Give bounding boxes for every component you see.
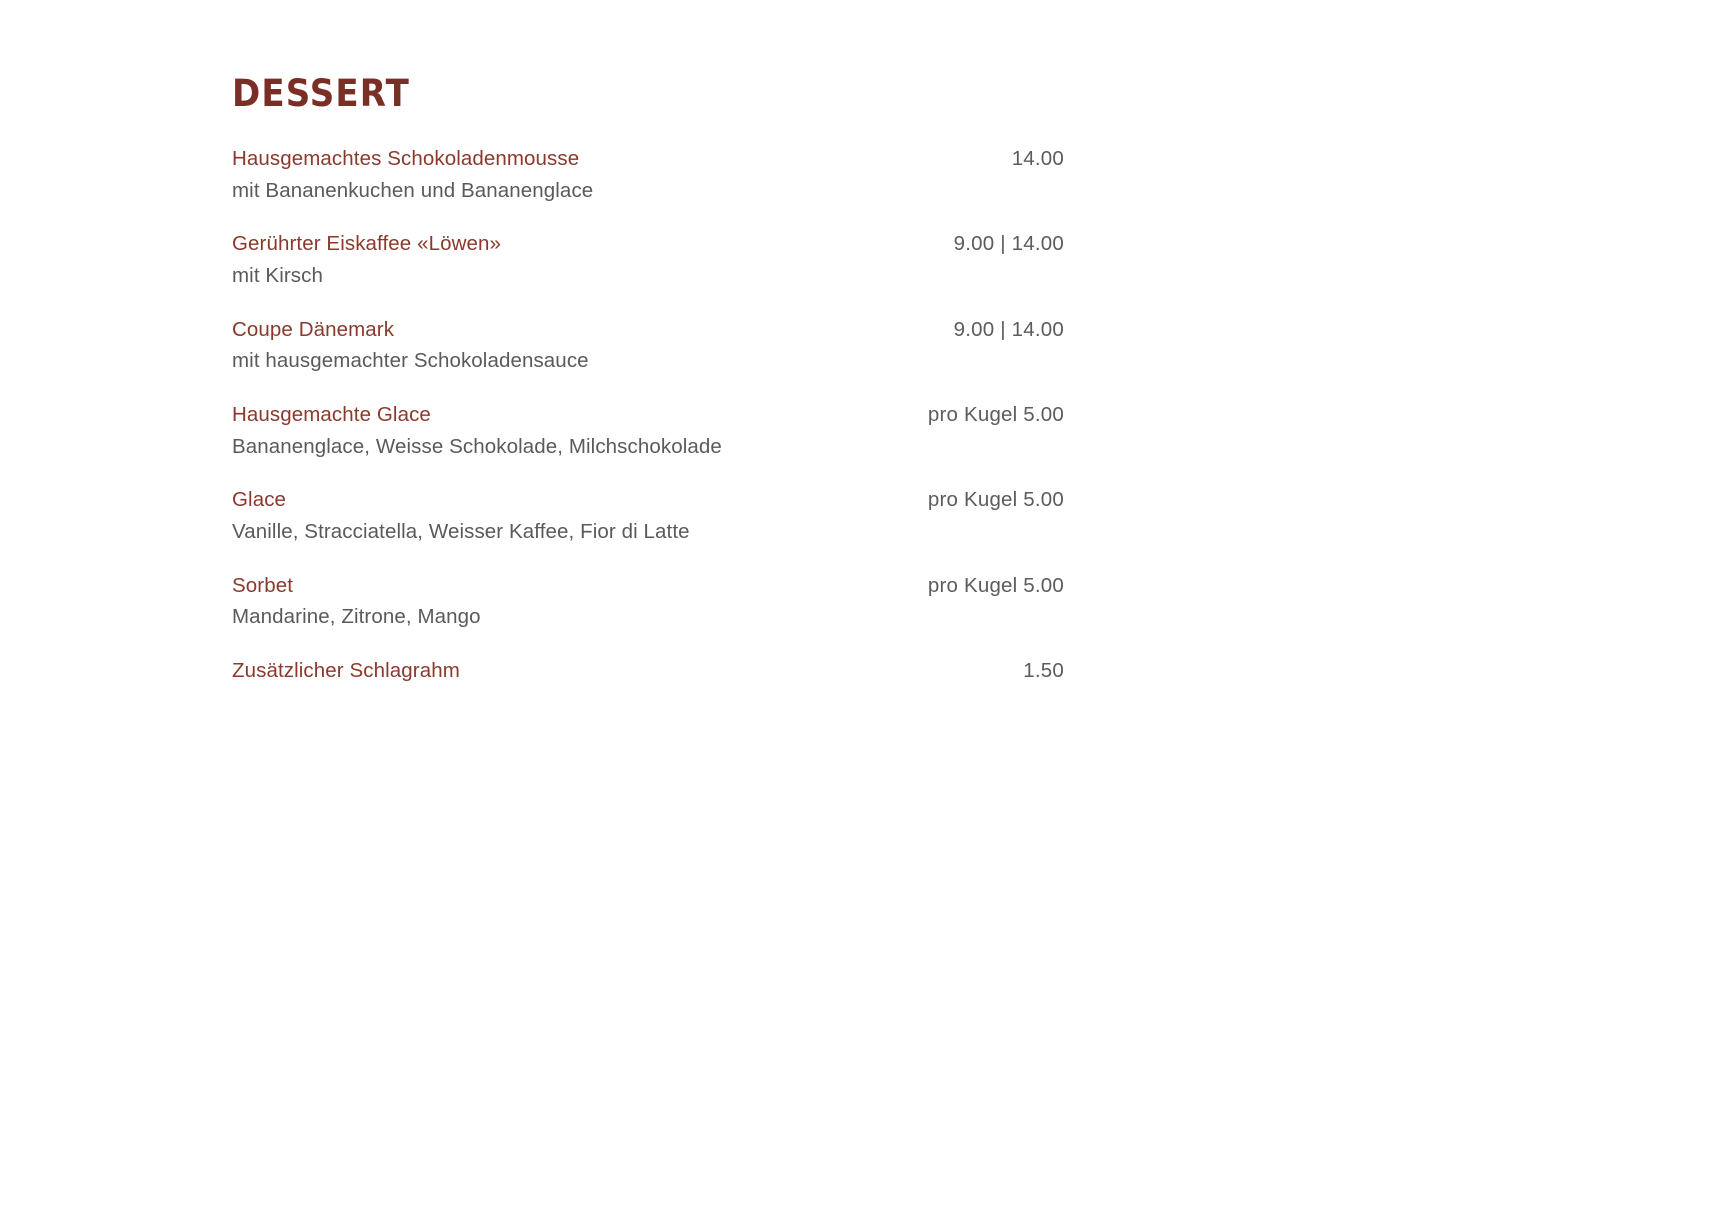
list-item <box>232 145 1064 204</box>
item-price: 9.00 | 14.00 <box>953 317 1064 341</box>
item-name: Zusätzlicher Schlagrahm <box>232 659 460 683</box>
item-header-row <box>232 316 1064 344</box>
list-item <box>232 572 1064 631</box>
item-header-row <box>232 572 1064 600</box>
item-description: Vanille, Stracciatella, Weisser Kaffee, Fior di Latte <box>232 520 690 544</box>
item-name: Hausgemachtes Schokoladenmousse <box>232 147 580 170</box>
item-description: mit Bananenkuchen und Bananenglace <box>232 178 594 202</box>
item-price: pro Kugel 5.00 <box>927 403 1064 427</box>
item-header-row <box>232 145 1064 173</box>
dessert-section <box>232 72 1064 685</box>
item-price: pro Kugel 5.00 <box>927 573 1064 597</box>
item-price: 1.50 <box>1023 659 1064 683</box>
item-price: pro Kugel 5.00 <box>927 488 1064 512</box>
item-header-row <box>232 486 1064 514</box>
item-price: 14.00 <box>1011 147 1064 170</box>
page-title: DESSERT <box>232 72 410 115</box>
item-description: Mandarine, Zitrone, Mango <box>232 605 481 629</box>
list-item <box>232 401 1064 460</box>
item-description: Bananenglace, Weisse Schokolade, Milchschokolade <box>232 434 722 458</box>
item-name: Coupe Dänemark <box>232 317 395 341</box>
dessert-item-list <box>232 145 1064 685</box>
item-name: Sorbet <box>232 573 293 597</box>
item-name: Hausgemachte Glace <box>232 403 431 427</box>
list-item <box>232 316 1064 375</box>
item-price: 9.00 | 14.00 <box>953 232 1064 256</box>
item-name: Gerührter Eiskaffee «Löwen» <box>232 232 501 256</box>
item-description: mit Kirsch <box>232 264 323 288</box>
item-header-row <box>232 230 1064 258</box>
list-item <box>232 230 1064 289</box>
item-name: Glace <box>232 488 287 512</box>
item-description: mit hausgemachter Schokoladensauce <box>232 349 589 373</box>
item-header-row <box>232 401 1064 429</box>
item-header-row <box>232 657 1064 685</box>
list-item <box>232 657 1064 685</box>
list-item <box>232 486 1064 545</box>
